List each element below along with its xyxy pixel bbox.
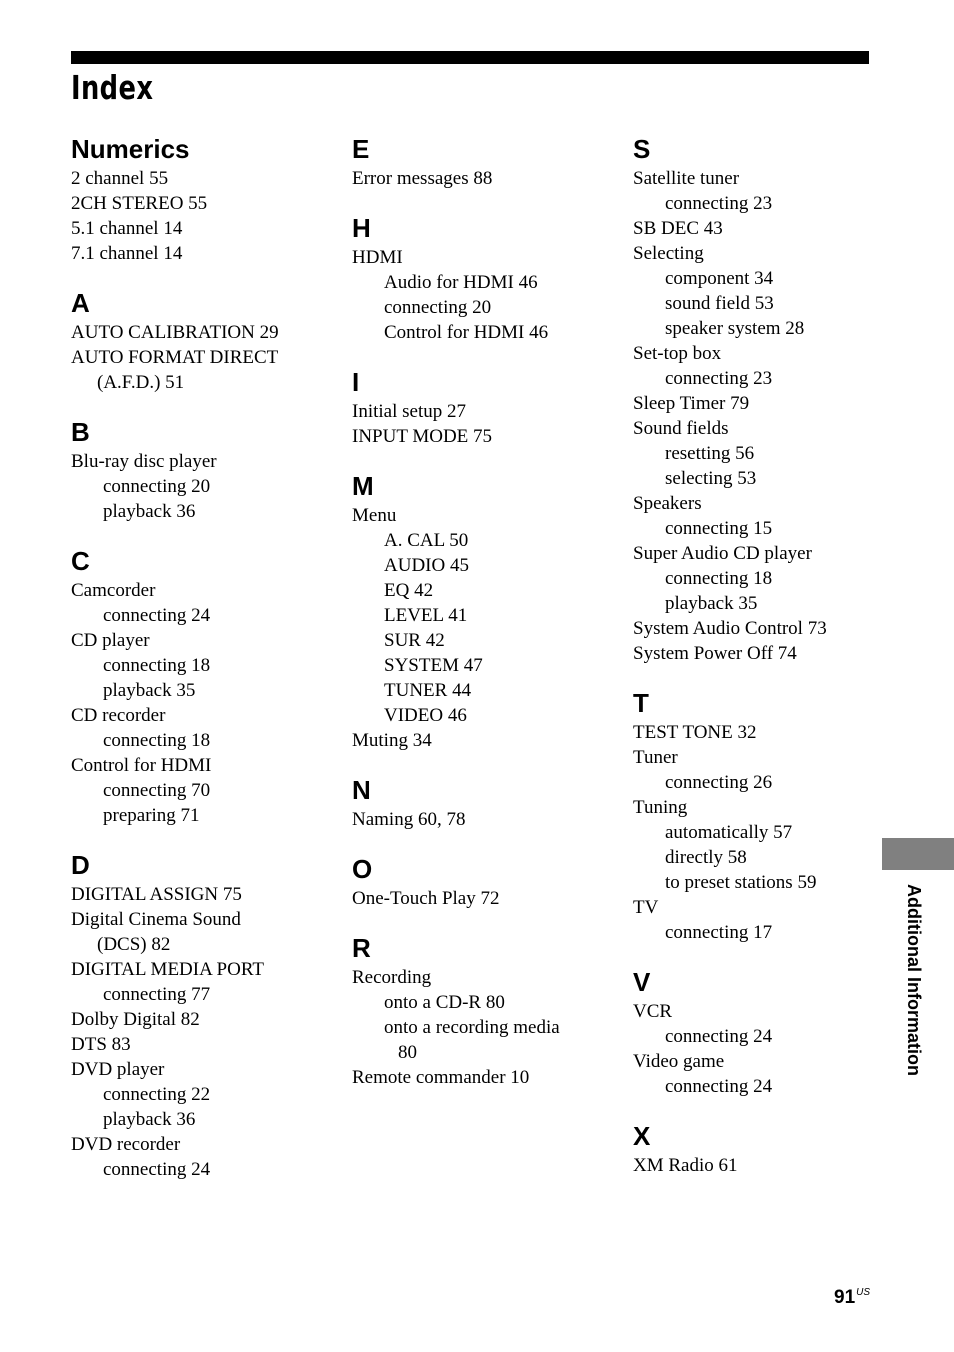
index-subentry: 80: [398, 1042, 417, 1063]
index-subentry: LEVEL 41: [384, 605, 468, 626]
index-subentry: connecting 24: [665, 1026, 773, 1047]
index-entry: Tuner: [633, 747, 678, 768]
index-subentry: connecting 18: [665, 568, 773, 589]
index-section: [352, 931, 622, 1090]
index-subentry: sound field 53: [665, 293, 774, 314]
index-section: [352, 469, 622, 753]
index-entry: DIGITAL MEDIA PORT: [71, 959, 264, 980]
index-section: [633, 965, 878, 1099]
index-entry: Speakers: [633, 493, 702, 514]
index-entry: Control for HDMI: [71, 755, 212, 776]
section-heading: X: [633, 1121, 651, 1151]
section-heading: M: [352, 471, 374, 501]
index-entry: Sleep Timer 79: [633, 393, 750, 414]
index-subentry: connecting 77: [103, 984, 211, 1005]
index-entry: Blu-ray disc player: [71, 451, 217, 472]
section-heading: V: [633, 967, 651, 997]
section-heading: T: [633, 688, 649, 718]
index-section: [352, 773, 622, 832]
index-subentry: connecting 70: [103, 780, 211, 801]
index-entry: Naming 60, 78: [352, 809, 466, 830]
index-entry: 2 channel 55: [71, 168, 169, 189]
index-entry: Recording: [352, 967, 432, 988]
index-entry: Remote commander 10: [352, 1067, 530, 1088]
index-subentry: playback 35: [103, 680, 196, 701]
index-subentry: connecting 23: [665, 368, 773, 389]
index-entry: AUTO CALIBRATION 29: [71, 322, 279, 343]
index-section: [352, 365, 622, 449]
index-subentry: connecting 24: [103, 605, 211, 626]
index-subentry: speaker system 28: [665, 318, 805, 339]
index-subentry: directly 58: [665, 847, 747, 868]
section-heading: Numerics: [71, 134, 190, 164]
section-heading: S: [633, 134, 651, 164]
index-entry: 5.1 channel 14: [71, 218, 183, 239]
index-section: [71, 286, 341, 395]
index-subentry: playback 35: [665, 593, 758, 614]
index-subentry: connecting 18: [103, 730, 211, 751]
index-entry: DVD player: [71, 1059, 165, 1080]
index-subentry: Control for HDMI 46: [384, 322, 549, 343]
section-heading: C: [71, 546, 90, 576]
index-column-1: [71, 132, 341, 1202]
index-subentry: component 34: [665, 268, 774, 289]
index-section: [633, 132, 878, 666]
index-entry: AUTO FORMAT DIRECT: [71, 347, 279, 368]
index-subentry: playback 36: [103, 501, 196, 522]
index-entry: Tuning: [633, 797, 688, 818]
index-entry: SB DEC 43: [633, 218, 723, 239]
page-number-suffix: US: [856, 1287, 871, 1298]
index-subentry: onto a recording media: [384, 1017, 560, 1038]
index-entry: TV: [633, 897, 659, 918]
index-subentry: connecting 20: [384, 297, 492, 318]
index-entry: Digital Cinema Sound: [71, 909, 241, 930]
index-subentry: TUNER 44: [384, 680, 472, 701]
index-subentry: onto a CD-R 80: [384, 992, 505, 1013]
page-title: Index: [71, 68, 154, 107]
page-number: [834, 1280, 870, 1311]
section-heading: O: [352, 854, 373, 884]
index-section: [71, 544, 341, 828]
index-entry: Error messages 88: [352, 168, 493, 189]
index-entry: One-Touch Play 72: [352, 888, 500, 909]
index-entry: DIGITAL ASSIGN 75: [71, 884, 242, 905]
section-tab-marker: [882, 838, 954, 870]
index-entry: Satellite tuner: [633, 168, 740, 189]
index-section: [352, 132, 622, 191]
index-subentry: AUDIO 45: [384, 555, 469, 576]
index-entry: INPUT MODE 75: [352, 426, 493, 447]
index-entry: Video game: [633, 1051, 725, 1072]
index-subentry: Audio for HDMI 46: [384, 272, 538, 293]
section-heading: E: [352, 134, 370, 164]
index-subentry: connecting 24: [665, 1076, 773, 1097]
index-section: [633, 686, 878, 945]
index-subentry: selecting 53: [665, 468, 757, 489]
index-subentry: resetting 56: [665, 443, 755, 464]
index-subentry: VIDEO 46: [384, 705, 467, 726]
index-subentry: EQ 42: [384, 580, 434, 601]
index-subentry: A. CAL 50: [384, 530, 469, 551]
index-entry: DVD recorder: [71, 1134, 181, 1155]
index-section: [71, 132, 341, 266]
index-entry: System Audio Control 73: [633, 618, 827, 639]
page-number-value: 91: [834, 1287, 856, 1308]
index-entry: Initial setup 27: [352, 401, 466, 422]
index-subentry: connecting 20: [103, 476, 211, 497]
index-entry: Muting 34: [352, 730, 432, 751]
index-section: [71, 415, 341, 524]
index-column-2: [352, 132, 622, 1110]
section-heading: I: [352, 367, 360, 397]
index-entry: Super Audio CD player: [633, 543, 812, 564]
index-column-3: [633, 132, 878, 1198]
index-entry: TEST TONE 32: [633, 722, 757, 743]
index-subentry: connecting 17: [665, 922, 773, 943]
index-entry: Selecting: [633, 243, 704, 264]
index-entry: 2CH STEREO 55: [71, 193, 208, 214]
index-entry: CD player: [71, 630, 150, 651]
index-entry: HDMI: [352, 247, 403, 268]
index-subentry: connecting 24: [103, 1159, 211, 1180]
section-heading: D: [71, 850, 90, 880]
index-entry: 7.1 channel 14: [71, 243, 183, 264]
index-entry: VCR: [633, 1001, 673, 1022]
index-section: [352, 211, 622, 345]
section-heading: R: [352, 933, 371, 963]
index-entry: CD recorder: [71, 705, 166, 726]
index-section: [71, 848, 341, 1182]
section-heading: A: [71, 288, 90, 318]
index-subentry: connecting 18: [103, 655, 211, 676]
index-entry: Sound fields: [633, 418, 729, 439]
index-entry: Dolby Digital 82: [71, 1009, 200, 1030]
index-entry: System Power Off 74: [633, 643, 797, 664]
index-subentry: to preset stations 59: [665, 872, 817, 893]
index-subentry: SUR 42: [384, 630, 445, 651]
top-rule: [71, 51, 869, 64]
index-subentry: connecting 15: [665, 518, 773, 539]
index-subentry: automatically 57: [665, 822, 793, 843]
index-entry: (A.F.D.) 51: [97, 372, 185, 393]
index-subentry: connecting 22: [103, 1084, 211, 1105]
index-subentry: playback 36: [103, 1109, 196, 1130]
section-tab-label: Additional Information: [904, 884, 924, 1076]
index-subentry: connecting 26: [665, 772, 773, 793]
index-entry: Set-top box: [633, 343, 722, 364]
section-heading: N: [352, 775, 371, 805]
index-entry: (DCS) 82: [97, 934, 171, 955]
section-heading: B: [71, 417, 90, 447]
index-subentry: SYSTEM 47: [384, 655, 483, 676]
index-entry: Menu: [352, 505, 397, 526]
index-section: [352, 852, 622, 911]
index-subentry: preparing 71: [103, 805, 200, 826]
index-entry: Camcorder: [71, 580, 156, 601]
index-section: [633, 1119, 878, 1178]
section-heading: H: [352, 213, 371, 243]
index-entry: DTS 83: [71, 1034, 131, 1055]
index-subentry: connecting 23: [665, 193, 773, 214]
index-entry: XM Radio 61: [633, 1155, 738, 1176]
